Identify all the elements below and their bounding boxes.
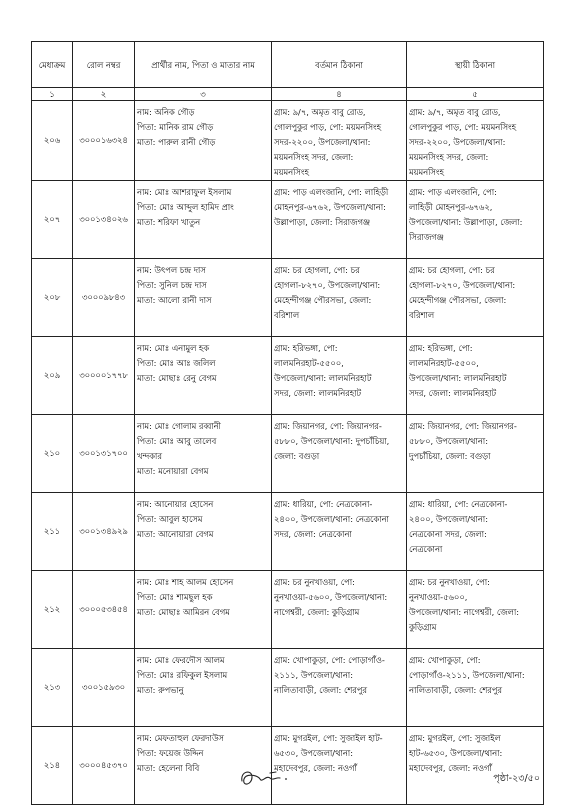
present-address-cell-line: ২১১১, উপজেলা/থানা: [274, 670, 353, 680]
present-address-cell-line: সদর, জেলা: নেত্রকোনা [274, 529, 352, 539]
permanent-address-cell-line: সদর-২২০০, উপজেলা/থানা: [409, 137, 506, 147]
roll-cell: ৩০০০১৬৩২৪ [73, 101, 135, 181]
name-cell [135, 101, 272, 181]
permanent-address-cell-line: লালমনিরহাট-৫৫০০, [409, 358, 479, 368]
name-cell-line: নাম: মোঃ আশরাফুল ইসলাম [137, 187, 232, 197]
permanent-address-cell-line: মেহেন্দীগঞ্জ পৌরসভা, জেলা: [409, 295, 507, 305]
header-permanent-address: স্থায়ী ঠিকানা [407, 42, 544, 88]
name-cell-line: নাম: মোঃ এনামুল হক [137, 343, 210, 353]
header-row [32, 42, 544, 88]
table-row [32, 181, 544, 259]
permanent-address-cell-line: সিরাজগঞ্জ [409, 232, 444, 242]
permanent-address-cell-line: ২৪০০, উপজেলা/থানা: [409, 514, 489, 524]
permanent-address-cell-line: নেত্রকোনা সদর, জেলা: [409, 529, 487, 539]
present-address-cell-line: গ্রাম: চর হোগলা, পো: চর [274, 265, 360, 275]
name-cell-line: নাম: মেফতাহুল ফেরদাউস [137, 733, 224, 743]
name-cell-line: পিতা: মোঃ আব্দুল হামিদ প্রাং [137, 202, 234, 212]
permanent-address-cell-line: হাট-৬৫৩০, উপজেলা/থানা: [409, 748, 503, 758]
roll-cell: ৩০০১৫৯৩০ [73, 649, 135, 727]
name-cell-line: নাম: মোঃ গোলাম রব্বানী [137, 421, 221, 431]
present-address-cell-line: হোগলা-৮২৭০, উপজেলা/থানা: [274, 280, 381, 290]
name-cell-line: নাম: অনিক গৌড় [137, 107, 195, 117]
name-cell [135, 259, 272, 337]
roll-cell: ৩০০১৩১৭০০ [73, 415, 135, 493]
name-cell-line: পিতা: মোঃ আঃ জলিল [137, 358, 216, 368]
present-address-cell-line: গ্রাম: ধারিয়া, পো: নেত্রকোনা- [274, 499, 373, 509]
roll-cell: ৩০০০৯৮৪৩ [73, 259, 135, 337]
name-cell [135, 181, 272, 259]
serial-cell: ২১০ [32, 415, 73, 493]
table-row [32, 493, 544, 571]
present-address-cell-line: গ্রাম: ৯/৭, অমৃত বাবু রোড, [274, 107, 366, 117]
present-address-cell [272, 415, 407, 493]
present-address-cell [272, 181, 407, 259]
present-address-cell-line: নুনখাওয়া-৫৬০০, উপজেলা/থানা: [274, 592, 388, 602]
name-cell-line: মাতা: মনোয়ারা বেগম [137, 466, 209, 476]
permanent-address-cell-line: উপজেলা/থানা: লালমনিরহাট [409, 373, 507, 383]
present-address-cell [272, 571, 407, 649]
present-address-cell-line: ৬৫৩০, উপজেলা/থানা: [274, 748, 354, 758]
present-address-cell-line: ৫৮৮০, উপজেলা/থানা: দুপচাঁচিয়া, [274, 436, 390, 446]
roll-cell: ৩০০১৩৪০২৬ [73, 181, 135, 259]
present-address-cell-line: সদর-২২০০, উপজেলা/থানা: [274, 137, 371, 147]
roll-cell: ৩০০০৪৫৩৭০ [73, 727, 135, 805]
present-address-cell-line: মহাদেবপুর, জেলা: নওগাঁ [274, 763, 357, 773]
present-address-cell-line: গ্রাম: চর নুনখাওয়া, পো: [274, 577, 355, 587]
roll-cell: ৩০০০০১৭৭৮ [73, 337, 135, 415]
permanent-address-cell-line: গ্রাম: ৯/৭, অমৃত বাবু রোড, [409, 107, 501, 117]
permanent-address-cell [407, 415, 544, 493]
permanent-address-cell-line: নালিতাবাড়ী, জেলা: শেরপুর [409, 685, 502, 695]
table-row [32, 571, 544, 649]
name-cell [135, 571, 272, 649]
name-cell-line: মাতা: মোছাঃ আমিরন বেগম [137, 607, 230, 617]
name-cell-line: খন্দকার [137, 451, 162, 461]
serial-cell: ২০৭ [32, 181, 73, 259]
permanent-address-cell-line: গ্রাম: পাড় এলংজানি, পো: [409, 187, 497, 197]
present-address-cell-line: গ্রাম: জিয়ানগর, পো: জিয়ানগর- [274, 421, 382, 431]
column-number: ৩ [135, 88, 272, 101]
name-cell-line: পিতা: মানিক রাম গৌড় [137, 122, 214, 132]
permanent-address-cell-line: উপজেলা/থানা: নাগেশ্বরী, জেলা: [409, 607, 520, 617]
name-cell-line: মাতা: রুপভানু [137, 685, 184, 695]
present-address-cell-line: সদর, জেলা: লালমনিরহাট [274, 388, 362, 398]
present-address-cell [272, 259, 407, 337]
name-cell-line: মাতা: পারুল রানী গৌড় [137, 137, 216, 147]
table-row [32, 649, 544, 727]
serial-cell: ২১৪ [32, 727, 73, 805]
permanent-address-cell [407, 649, 544, 727]
name-cell-line: মাতা: আনোয়ারা বেগম [137, 529, 214, 539]
permanent-address-cell-line: উপজেলা/থানা: উল্লাপাড়া, জেলা: [409, 217, 523, 227]
permanent-address-cell-line: গ্রাম: চর নুনখাওয়া, পো: [409, 577, 490, 587]
page-number: পৃষ্ঠা-২৩/৫০ [493, 773, 540, 784]
permanent-address-cell-line: ময়মনসিংহ [409, 167, 444, 177]
present-address-cell-line: মোহনপুর-৬৭৬২, উপজেলা/থানা: [274, 202, 386, 212]
column-number: ৪ [272, 88, 407, 101]
permanent-address-cell-line: গ্রাম: জিয়ানগর, পো: জিয়ানগর- [409, 421, 517, 431]
name-cell-line: পিতা: ফয়েজ উদ্দিন [137, 748, 204, 758]
permanent-address-cell-line: লাহিড়ী মোহনপুর-৬৭৬২, [409, 202, 493, 212]
present-address-cell-line: উল্লাপাড়া, জেলা: সিরাজগঞ্জ [274, 217, 370, 227]
results-table [31, 41, 544, 805]
permanent-address-cell-line: গ্রাম: চর হোগলা, পো: চর [409, 265, 495, 275]
name-cell [135, 415, 272, 493]
present-address-cell-line: উপজেলা/থানা: লালমনিরহাট [274, 373, 372, 383]
name-cell [135, 493, 272, 571]
permanent-address-cell [407, 727, 544, 805]
name-cell-line: পিতা: মোঃ আবু তালেব [137, 436, 217, 446]
present-address-cell-line: ময়মনসিংহ সদর, জেলা: [274, 152, 354, 162]
serial-cell: ২০৬ [32, 101, 73, 181]
present-address-cell-line: লালমনিরহাট-৫৫০০, [274, 358, 344, 368]
permanent-address-cell-line: ৫৮৮০, উপজেলা/থানা: [409, 436, 488, 446]
present-address-cell-line: গ্রাম: মুগরইল, পো: সুজাইল হাট- [274, 733, 383, 743]
name-cell [135, 649, 272, 727]
permanent-address-cell [407, 259, 544, 337]
present-address-cell-line: নাগেশ্বরী, জেলা: কুড়িগ্রাম [274, 607, 360, 617]
permanent-address-cell-line: বরিশাল [409, 310, 435, 320]
table-row [32, 415, 544, 493]
present-address-cell-line: জেলা: বগুড়া [274, 451, 320, 461]
header-roll: রোল নম্বর [73, 42, 135, 88]
header-serial: মেধাক্রম [32, 42, 73, 88]
permanent-address-cell [407, 337, 544, 415]
present-address-cell-line: ময়মনসিংহ [274, 167, 309, 177]
name-cell-line: নাম: আনোয়ার হোসেন [137, 499, 214, 509]
column-number: ১ [32, 88, 73, 101]
column-number: ৫ [407, 88, 544, 101]
present-address-cell-line: ২৪০০, উপজেলা/থানা: নেত্রকোনা [274, 514, 389, 524]
name-cell-line: পিতা: আবুল হাসেম [137, 514, 203, 524]
name-cell-line: মাতা: হেলেনা বিবি [137, 763, 200, 773]
permanent-address-cell-line: গ্রাম: ধারিয়া, পো: নেত্রকোনা- [409, 499, 508, 509]
name-cell [135, 337, 272, 415]
header-name: প্রার্থীর নাম, পিতা ও মাতার নাম [135, 42, 272, 88]
name-cell-line: নাম: মোঃ ফেরদৌস আলম [137, 655, 225, 665]
permanent-address-cell [407, 493, 544, 571]
present-address-cell-line: গ্রাম: পাড় এলংজানি, পো: লাহিড়ী [274, 187, 389, 197]
table-row [32, 259, 544, 337]
roll-cell: ৩০০০৫৩৪৫৪ [73, 571, 135, 649]
permanent-address-cell-line: হোগলা-৮২৭০, উপজেলা/থানা: [409, 280, 516, 290]
permanent-address-cell-line: গ্রাম: হরিভঙ্গা, পো: [409, 343, 473, 353]
serial-cell: ২১২ [32, 571, 73, 649]
serial-cell: ২০৯ [32, 337, 73, 415]
present-address-cell-line: গ্রাম: খোপাকুড়া, পো: পোড়াগাঁও- [274, 655, 385, 665]
name-cell-line: মাতা: মোছাঃ রেনু বেগম [137, 373, 217, 383]
present-address-cell-line: বরিশাল [274, 310, 300, 320]
signature [236, 765, 290, 791]
permanent-address-cell-line: গ্রাম: খোপাকুড়া, পো: [409, 655, 481, 665]
present-address-cell [272, 727, 407, 805]
serial-cell: ২১১ [32, 493, 73, 571]
permanent-address-cell-line: ময়মনসিংহ সদর, জেলা: [409, 152, 489, 162]
permanent-address-cell-line: নেত্রকোনা [409, 544, 443, 554]
present-address-cell-line: গ্রাম: হরিভঙ্গা, পো: [274, 343, 338, 353]
present-address-cell-line: গোলপুকুর পাড়, পো: ময়মনসিংহ [274, 122, 381, 132]
permanent-address-cell-line: গোলপুকুর পাড়, পো: ময়মনসিংহ [409, 122, 516, 132]
present-address-cell-line: নালিতাবাড়ী, জেলা: শেরপুর [274, 685, 367, 695]
permanent-address-cell [407, 571, 544, 649]
name-cell-line: পিতা: মোঃ শামছুল হক [137, 592, 213, 602]
name-cell-line: মাতা: আলো রানী দাস [137, 295, 212, 305]
table-row [32, 101, 544, 181]
permanent-address-cell-line: পোড়াগাঁও-২১১১, উপজেলা/থানা: [409, 670, 525, 680]
permanent-address-cell-line: গ্রাম: মুগরইল, পো: সুজাইল [409, 733, 501, 743]
permanent-address-cell-line: মহাদেবপুর, জেলা: নওগাঁ [409, 763, 492, 773]
roll-cell: ৩০০১৩৪৯২৯ [73, 493, 135, 571]
present-address-cell [272, 649, 407, 727]
present-address-cell [272, 337, 407, 415]
permanent-address-cell [407, 101, 544, 181]
column-number-row [32, 88, 544, 101]
name-cell-line: মাতা: শরিফা খাতুন [137, 217, 201, 227]
permanent-address-cell-line: কুড়িগ্রাম [409, 622, 437, 632]
table-row [32, 337, 544, 415]
header-present-address: বর্তমান ঠিকানা [272, 42, 407, 88]
name-cell-line: পিতা: সুনিল চন্দ্র দাস [137, 280, 207, 290]
name-cell-line: নাম: উৎপল চন্দ্র দাস [137, 265, 206, 275]
permanent-address-cell-line: দুপচাঁচিয়া, জেলা: বগুড়া [409, 451, 491, 461]
column-number: ২ [73, 88, 135, 101]
name-cell-line: পিতা: মোঃ রফিকুল ইসলাম [137, 670, 228, 680]
name-cell-line: নাম: মোঃ শাহ আলম হোসেন [137, 577, 234, 587]
serial-cell: ২০৮ [32, 259, 73, 337]
permanent-address-cell-line: সদর, জেলা: লালমনিরহাট [409, 388, 497, 398]
permanent-address-cell [407, 181, 544, 259]
present-address-cell-line: মেহেন্দীগঞ্জ পৌরসভা, জেলা: [274, 295, 372, 305]
present-address-cell [272, 493, 407, 571]
serial-cell: ২১৩ [32, 649, 73, 727]
present-address-cell [272, 101, 407, 181]
permanent-address-cell-line: নুনখাওয়া-৫৬০০, [409, 592, 468, 602]
